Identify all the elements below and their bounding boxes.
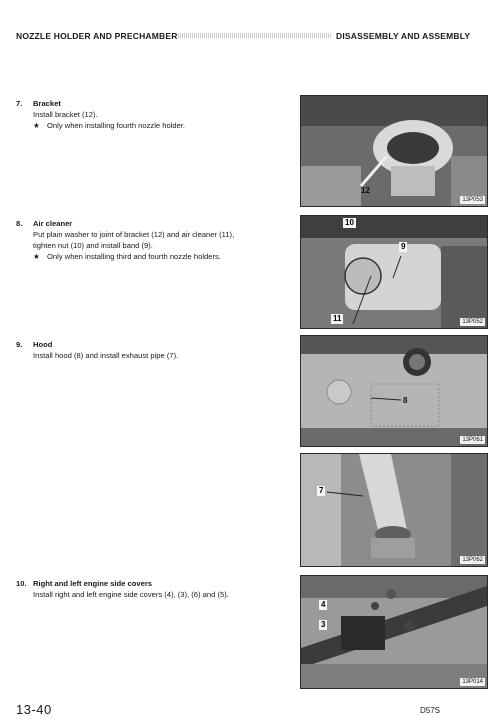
- step-9: [16, 339, 286, 361]
- air-cleaner-photo-art: [301, 216, 487, 328]
- photo-tag: 13P052: [462, 319, 483, 325]
- step-title: Hood: [33, 340, 53, 349]
- exhaust-pipe-photo-art: [301, 454, 487, 566]
- step-number: 9.: [16, 340, 23, 349]
- step-number: 8.: [16, 219, 23, 228]
- photo-side-covers: [300, 575, 488, 689]
- photo-callout: 7: [319, 486, 324, 495]
- photo-tag: 13P053: [462, 197, 483, 203]
- step-10: [16, 578, 286, 600]
- star-icon: ★: [33, 121, 40, 130]
- photo-callout: 8: [403, 396, 408, 405]
- header-rule: [178, 33, 332, 38]
- step-7: [16, 98, 286, 131]
- step-title: Right and left engine side covers: [33, 579, 152, 588]
- bracket-photo-art: [301, 96, 487, 206]
- hood-photo-art: [301, 336, 487, 446]
- section-subtitle: DISASSEMBLY AND ASSEMBLY: [336, 31, 471, 41]
- side-covers-photo-art: [301, 576, 487, 688]
- photo-callout: 4: [321, 600, 326, 609]
- photo-tag: 13P061: [462, 437, 483, 443]
- photo-callout: 3: [321, 620, 326, 629]
- step-text: Install right and left engine side covers (4), (3), (6) and (5).: [33, 590, 229, 599]
- step-text: tighten nut (10) and install band (9).: [33, 241, 153, 250]
- step-title: Air cleaner: [33, 219, 73, 228]
- photo-callout: 9: [401, 242, 406, 251]
- photo-callout: 10: [345, 218, 354, 227]
- step-number: 10.: [16, 579, 27, 588]
- photo-bracket: [300, 95, 488, 207]
- photo-callout: 12: [361, 186, 370, 195]
- photo-exhaust-pipe: [300, 453, 488, 567]
- step-note: ★ Only when installing fourth nozzle holder.: [33, 121, 186, 130]
- photo-air-cleaner: [300, 215, 488, 329]
- photo-callout: 11: [333, 314, 342, 323]
- star-icon: ★: [33, 252, 40, 261]
- step-8: [16, 218, 286, 262]
- photo-tag: 13P014: [462, 679, 483, 685]
- step-title: Bracket: [33, 99, 61, 108]
- step-text: Install bracket (12).: [33, 110, 98, 119]
- step-text: Put plain washer to joint of bracket (12) and air cleaner (11),: [33, 230, 235, 239]
- photo-tag: 13P062: [462, 557, 483, 563]
- step-note: ★ Only when installing third and fourth nozzle holders.: [33, 252, 221, 261]
- model-code: D57S: [420, 706, 441, 715]
- section-title: NOZZLE HOLDER AND PRECHAMBER: [16, 31, 178, 41]
- page-number: 13-40: [16, 702, 52, 717]
- step-text: Install hood (8) and install exhaust pipe (7).: [33, 351, 179, 360]
- photo-hood: [300, 335, 488, 447]
- step-number: 7.: [16, 99, 23, 108]
